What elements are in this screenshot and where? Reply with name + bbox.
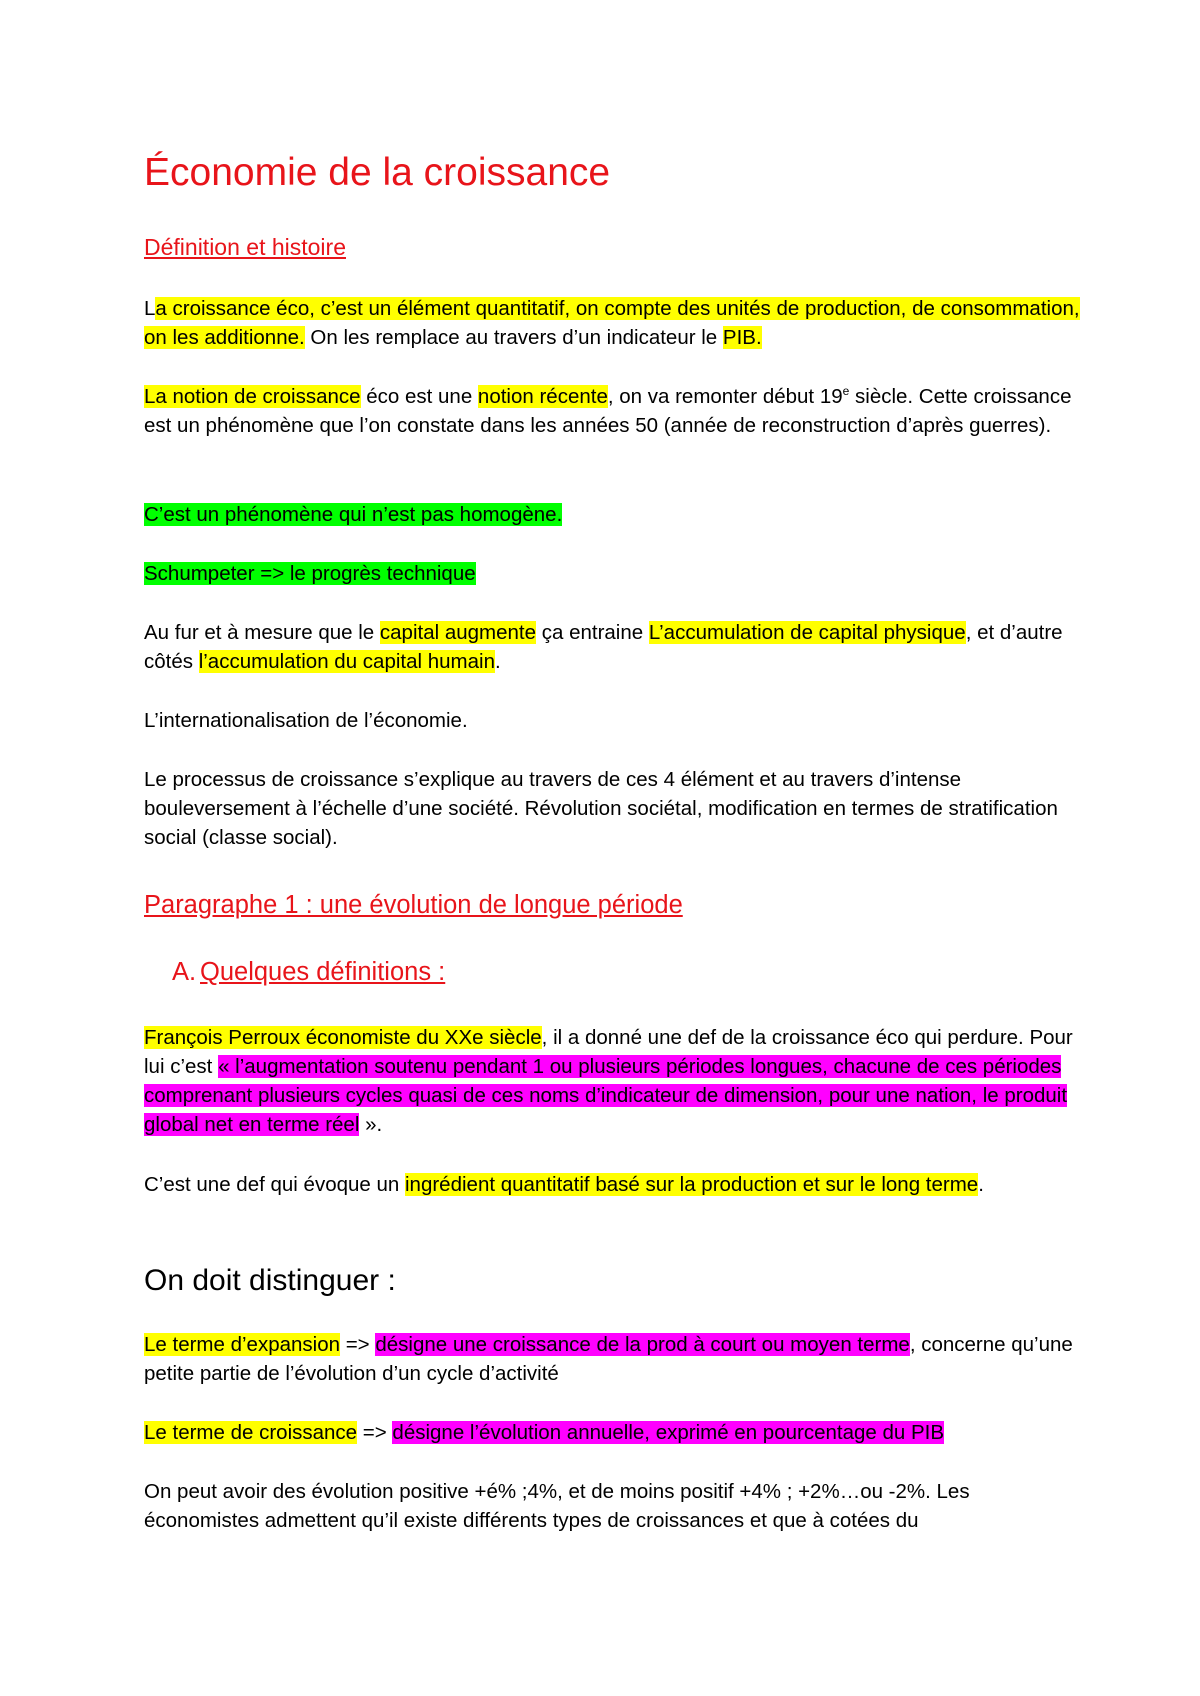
highlight-yellow: PIB.: [722, 326, 762, 349]
highlight-yellow: François Perroux économiste du XXe siècle: [144, 1026, 542, 1049]
text-run: , on va remonter début 19: [607, 385, 843, 408]
highlight-green: C’est un phénomène qui n’est pas homogène.: [144, 503, 563, 526]
text-run: Au fur et à mesure que le: [144, 621, 380, 644]
text-run: .: [494, 650, 501, 673]
text-run: siècle. Cette croissance est un phénomène que l’on constate dans les années 50 (année de reconstruction d’après guerres).: [144, 385, 1072, 437]
paragraph-croissance-annuelle: [144, 1418, 1084, 1447]
text-run: C’est une def qui évoque un: [144, 1173, 405, 1196]
paragraph-evolutions: On peut avoir des évolution positive +é% ;4%, et de moins positif +4% ; +2%…ou -2%. Les économistes admettent qu’il existe différents types de croissances et que à cotées du: [144, 1480, 970, 1532]
text-run: ça entraine: [536, 621, 649, 644]
highlight-yellow: L’accumulation de capital physique: [648, 621, 966, 644]
text-run: L: [144, 297, 156, 320]
highlight-green: Schumpeter => le progrès technique: [144, 562, 476, 585]
highlight-magenta: « l’augmentation soutenu pendant 1 ou plusieurs périodes longues, chacune de ces périodes comprenant plusieurs cycles quasi de ces noms d’indicateur de dimension, pour une nation, le produit global net en terme réel: [144, 1055, 1068, 1136]
text-run: , concerne qu’une petite partie de l’évolution d’un cycle d’activité: [144, 1333, 1073, 1385]
paragraph-processus: Le processus de croissance s’explique au travers de ces 4 élément et au travers d’intense bouleversement à l’échelle d’une société. Révolution sociétal, modification en termes de stratification social (classe social).: [144, 768, 1058, 849]
paragraph-croissance-definition: [144, 294, 1084, 352]
superscript: e: [842, 384, 850, 398]
text-run: .: [978, 1173, 984, 1196]
highlight-yellow: l’accumulation du capital humain: [198, 650, 495, 673]
paragraph-notion-recente: [144, 382, 1084, 440]
highlight-yellow: ingrédient quantitatif basé sur la production et sur le long terme: [405, 1173, 979, 1196]
heading-section-a: [172, 956, 1112, 988]
paragraph-expansion: [144, 1330, 1084, 1388]
text-run: éco est une: [360, 385, 478, 408]
text-run: , et d’autre côtés: [144, 621, 1063, 673]
paragraph-capital: [144, 618, 1084, 676]
paragraph-internationalisation: L’internationalisation de l’économie.: [144, 709, 468, 732]
heading-paragraphe-1: Paragraphe 1 : une évolution de longue période: [144, 891, 683, 919]
highlight-yellow: La notion de croissance: [144, 385, 361, 408]
paragraph-schumpeter: [144, 559, 1084, 588]
highlight-magenta: désigne une croissance de la prod à court ou moyen terme: [375, 1333, 910, 1356]
heading-section-a-text: Quelques définitions :: [200, 958, 446, 986]
text-run: , il a donné une def de la croissance éco qui perdure. Pour lui c’est: [144, 1026, 1073, 1078]
highlight-yellow: a croissance éco, c’est un élément quantitatif, on compte des unités de production, de consommation, on les additionne.: [144, 297, 1080, 349]
highlight-yellow: notion récente: [477, 385, 608, 408]
heading-on-doit-distinguer: On doit distinguer :: [144, 1264, 396, 1297]
highlight-yellow: Le terme d’expansion: [144, 1333, 341, 1356]
text-run: =>: [340, 1333, 376, 1356]
highlight-magenta: désigne l’évolution annuelle, exprimé en pourcentage du PIB: [392, 1421, 945, 1444]
text-run: ».: [359, 1113, 383, 1136]
paragraph-perroux: [144, 1023, 1084, 1139]
text-run: =>: [357, 1421, 393, 1444]
highlight-yellow: Le terme de croissance: [144, 1421, 358, 1444]
list-marker: A.: [172, 958, 197, 986]
highlight-yellow: capital augmente: [379, 621, 537, 644]
paragraph-heterogene: [144, 500, 1084, 529]
paragraph-def-quantitatif: [144, 1170, 1084, 1199]
heading-definition: Définition et histoire: [144, 234, 346, 260]
text-run: On les remplace au travers d’un indicateur le: [304, 326, 723, 349]
document-title: Économie de la croissance: [144, 151, 611, 194]
